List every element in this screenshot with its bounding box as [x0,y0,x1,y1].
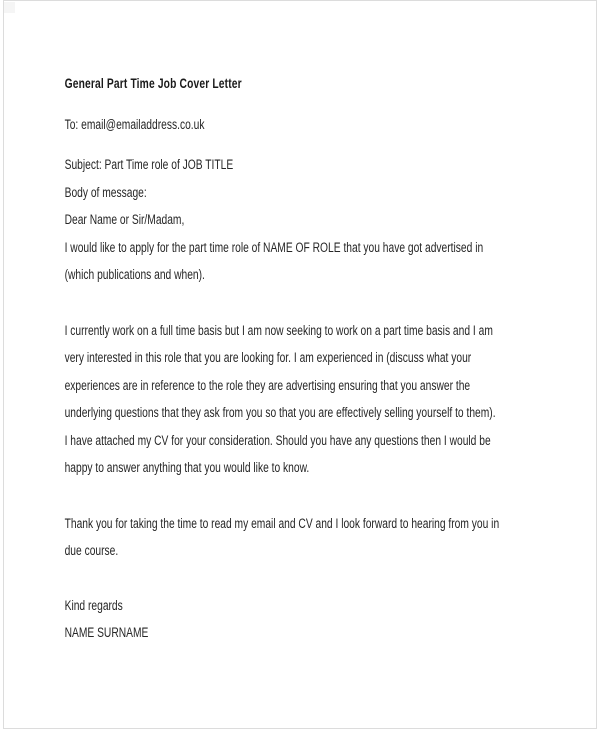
paragraph-line: underlying questions that they ask from you so that you are effectively selling yourself to them). [64,405,496,420]
subject-line: Subject: Part Time role of JOB TITLE [64,157,234,172]
signoff-block [65,592,570,647]
letter-title: General Part Time Job Cover Letter [64,76,242,91]
paragraph-line: Thank you for taking the time to read my email and CV and I look forward to hearing from you in [64,515,500,531]
body-of-message-label: Body of message: [64,184,147,200]
recipient-line: To: email@emailaddress.co.uk [64,116,205,132]
paragraph-line: very interested in this role that you are looking for. I am experienced in (discuss what your [64,350,472,365]
signoff: Kind regards [64,597,123,613]
paragraph-thanks [65,510,570,565]
signature-name: NAME SURNAME [64,625,149,640]
paragraph-line: I have attached my CV for your consideration. Should you have any questions then I would be [64,432,491,448]
paragraph-opening [65,234,570,289]
paragraph-line: experiences are in reference to the role they are advertising ensuring that you answer the [64,377,471,393]
paragraph-line: due course. [64,543,119,558]
paragraph-line: I would like to apply for the part time role of NAME OF ROLE that you have got advertised in [64,239,484,255]
paragraph-line: (which publications and when). [64,267,205,282]
paragraph-line: happy to answer anything that you would like to know. [64,460,310,475]
salutation: Dear Name or Sir/Madam, [64,212,185,227]
paragraph-line: I currently work on a full time basis but I am now seeking to work on a part time basis and I am [64,322,493,338]
paragraph-experience [65,317,570,482]
